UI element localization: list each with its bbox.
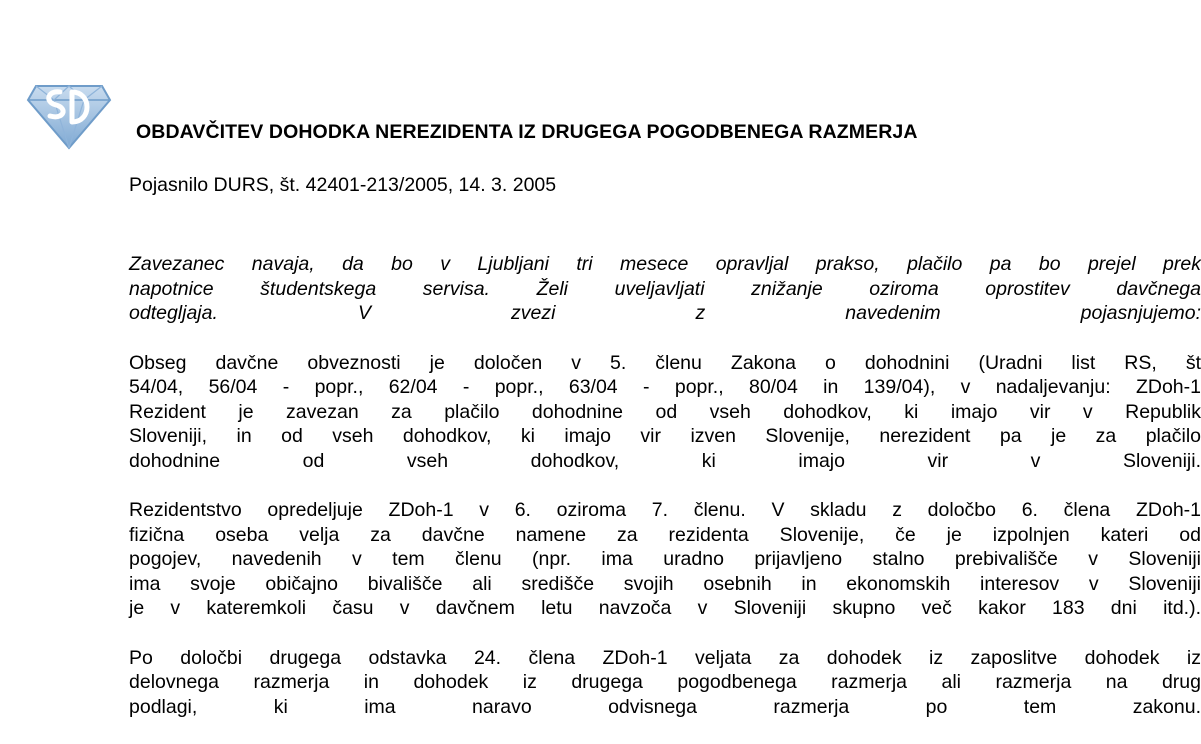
diamond-logo-icon bbox=[26, 78, 112, 150]
text-line: fizična oseba velja za davčne namene za rezidenta Slovenije, če je izpolnjen kateri od bbox=[129, 523, 1201, 546]
text-line: 54/04, 56/04 - popr., 62/04 - popr., 63/04 - popr., 80/04 in 139/04), v nadaljevanju: ZDoh-1 bbox=[129, 376, 1201, 398]
text-line: je v kateremkoli času v davčnem letu navzoča v Sloveniji skupno več kakor 183 dni itd.). bbox=[129, 597, 1201, 619]
document-subtitle: Pojasnilo DURS, št. 42401-213/2005, 14. 3. 2005 bbox=[129, 174, 557, 196]
text-line: podlagi, ki ima naravo odvisnega razmerja po tem zakonu. bbox=[129, 695, 1201, 718]
text-line: dohodnine od vseh dohodkov, ki imajo vir v Sloveniji. bbox=[129, 449, 1201, 472]
paragraph-intro bbox=[129, 252, 1201, 326]
paragraph-tax-obligation bbox=[129, 351, 1201, 474]
text-line: odtegljaja. V zvezi z navedenim pojasnjujemo: bbox=[129, 302, 1201, 324]
text-line: Sloveniji, in od vseh dohodkov, ki imajo vir izven Slovenije, nerezident pa je za plačilo bbox=[129, 425, 1201, 447]
text-line: ima svoje običajno bivališče ali središče svojih osebnih in ekonomskih interesov v Sloveniji bbox=[129, 572, 1201, 595]
text-line: Zavezanec navaja, da bo v Ljubljani tri mesece opravljal prakso, plačilo pa bo prejel prek bbox=[129, 253, 1201, 275]
text-line: Obseg davčne obveznosti je določen v 5. členu Zakona o dohodnini (Uradni list RS, št bbox=[129, 351, 1201, 374]
text-line: Rezident je zavezan za plačilo dohodnine od vseh dohodkov, ki imajo vir v Republik bbox=[129, 400, 1201, 423]
text-line: pogojev, navedenih v tem členu (npr. ima uradno prijavljeno stalno prebivališče v Sloveniji bbox=[129, 548, 1201, 570]
document-title: OBDAVČITEV DOHODKA NEREZIDENTA IZ DRUGEGA POGODBENEGA RAZMERJA bbox=[136, 121, 918, 143]
paragraph-employment-income bbox=[129, 646, 1201, 720]
text-line: napotnice študentskega servisa. Želi uveljavljati znižanje oziroma oprostitev davčnega bbox=[129, 277, 1201, 300]
paragraph-residency bbox=[129, 498, 1201, 621]
document-body bbox=[129, 252, 1201, 744]
text-line: delovnega razmerja in dohodek iz drugega pogodbenega razmerja ali razmerja na drug bbox=[129, 671, 1201, 693]
document-body-viewport bbox=[129, 0, 1201, 743]
text-line: Po določbi drugega odstavka 24. člena ZDoh-1 veljata za dohodek iz zaposlitve dohodek iz bbox=[129, 646, 1201, 669]
text-line: Rezidentstvo opredeljuje ZDoh-1 v 6. oziroma 7. členu. V skladu z določbo 6. člena ZDoh-1 bbox=[129, 499, 1201, 521]
